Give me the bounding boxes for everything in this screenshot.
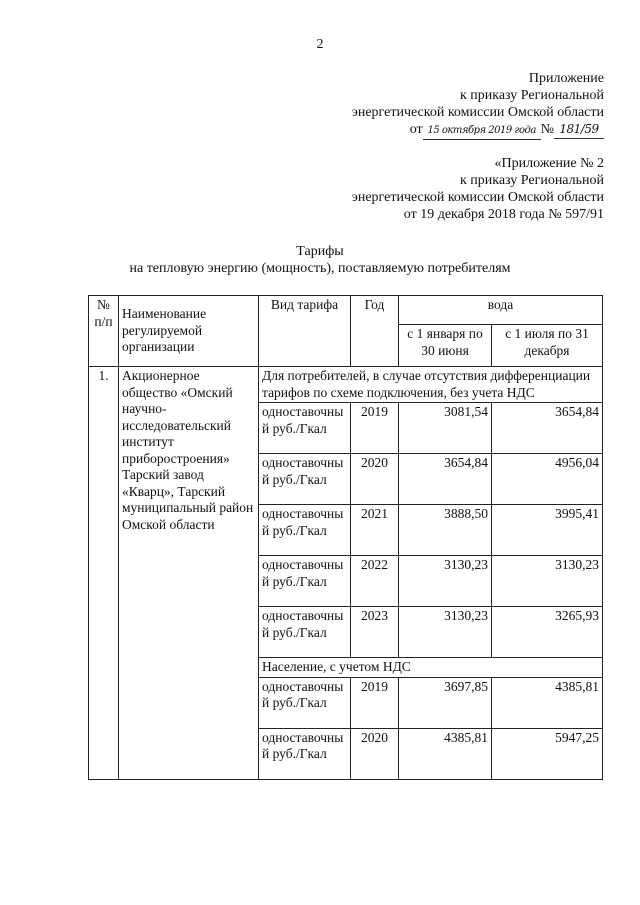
header-year: Год xyxy=(351,296,399,367)
group-label: Для потребителей, в случае отсутствия дифференциации тарифов по схеме подключения, без учета НДС xyxy=(259,367,603,403)
header-tariff-kind: Вид тарифа xyxy=(259,296,351,367)
value-period1-cell: 3081,54 xyxy=(399,403,492,454)
year-cell: 2019 xyxy=(351,403,399,454)
appendix-date-line xyxy=(352,121,604,140)
value-period2-cell: 5947,25 xyxy=(492,728,603,779)
value-period1-cell: 3888,50 xyxy=(399,505,492,556)
tariff-type-cell: одноставочный руб./Гкал xyxy=(259,505,351,556)
year-cell: 2021 xyxy=(351,505,399,556)
row-number: 1. xyxy=(89,367,119,780)
year-cell: 2020 xyxy=(351,728,399,779)
value-period2-cell: 4385,81 xyxy=(492,677,603,728)
appendix-line1: Приложение xyxy=(528,71,604,86)
value-period2-cell: 3654,84 xyxy=(492,403,603,454)
value-period2-cell: 3130,23 xyxy=(492,556,603,607)
year-cell: 2020 xyxy=(351,454,399,505)
page-number: 2 xyxy=(316,37,324,52)
tariffs-table xyxy=(88,295,603,780)
quote-header xyxy=(352,155,604,223)
year-cell: 2019 xyxy=(351,677,399,728)
value-period1-cell: 3654,84 xyxy=(399,454,492,505)
header-water: вода xyxy=(399,296,603,325)
value-period2-cell: 3995,41 xyxy=(492,505,603,556)
value-period1-cell: 3697,85 xyxy=(399,677,492,728)
tariff-type-cell: одноставочный руб./Гкал xyxy=(259,556,351,607)
value-period1-cell: 3130,23 xyxy=(399,607,492,658)
header-period2: с 1 июля по 31 декабря xyxy=(492,325,603,367)
from-prefix: от xyxy=(409,122,423,137)
quote-line3: энергетической комиссии Омской области xyxy=(351,190,604,205)
value-period1-cell: 3130,23 xyxy=(399,556,492,607)
tariff-type-cell: одноставочный руб./Гкал xyxy=(259,454,351,505)
header-num: № п/п xyxy=(89,296,119,367)
appendix-line2: к приказу Региональной xyxy=(459,88,604,103)
value-period2-cell: 3265,93 xyxy=(492,607,603,658)
quote-line1: «Приложение № 2 xyxy=(494,156,604,171)
tariff-type-cell: одноставочный руб./Гкал xyxy=(259,403,351,454)
quote-line2: к приказу Региональной xyxy=(459,173,604,188)
handwritten-date: 15 октября 2019 года xyxy=(423,122,541,140)
value-period1-cell: 4385,81 xyxy=(399,728,492,779)
year-cell: 2022 xyxy=(351,556,399,607)
header-period1: с 1 января по 30 июня xyxy=(399,325,492,367)
document-title xyxy=(0,243,640,277)
title-line1: Тарифы xyxy=(296,244,344,259)
organization-name: Акционерное общество «Омский научно-исследовательский институт приборостроения» Тарский завод «Кварц», Тарский муниципальный район Омской области xyxy=(119,367,259,780)
header-organization: Наименование регулируемой организации xyxy=(119,296,259,367)
year-cell: 2023 xyxy=(351,607,399,658)
tariff-type-cell: одноставочный руб./Гкал xyxy=(259,677,351,728)
tariff-type-cell: одноставочный руб./Гкал xyxy=(259,728,351,779)
group-label: Население, с учетом НДС xyxy=(259,658,603,678)
appendix-header xyxy=(352,70,604,140)
appendix-line3: энергетической комиссии Омской области xyxy=(351,105,604,120)
handwritten-number: 181/59 xyxy=(554,121,604,139)
value-period2-cell: 4956,04 xyxy=(492,454,603,505)
quote-line4: от 19 декабря 2018 года № 597/91 xyxy=(403,207,604,222)
tariff-type-cell: одноставочный руб./Гкал xyxy=(259,607,351,658)
number-sign: № xyxy=(540,122,554,137)
title-line2: на тепловую энергию (мощность), поставляемую потребителям xyxy=(129,261,511,276)
